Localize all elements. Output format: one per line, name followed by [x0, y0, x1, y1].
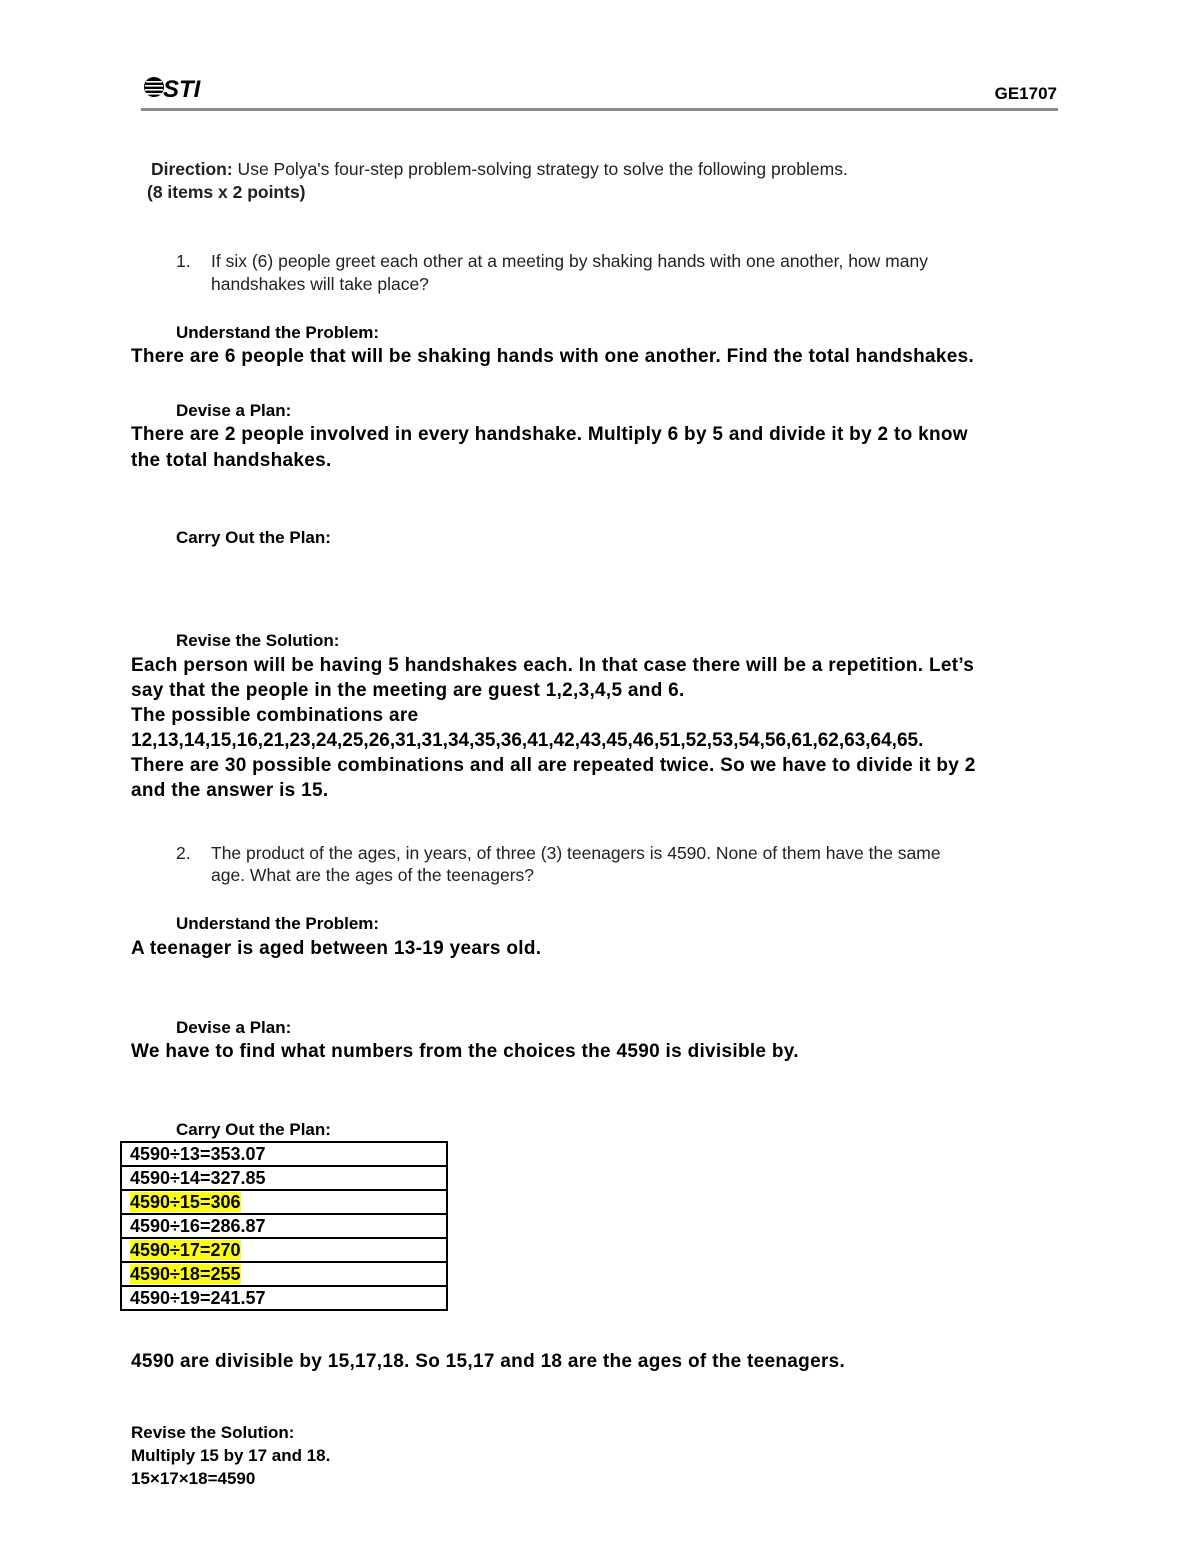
problem1-revise-line: There are 30 possible combinations and all are repeated twice. So we have to divide it by 2: [131, 755, 976, 776]
table-cell: [121, 1238, 447, 1262]
table-row: [121, 1166, 447, 1190]
division-result: 4590÷19=241.57: [130, 1288, 266, 1308]
logo-text: STI: [163, 76, 201, 102]
table-row: [121, 1142, 447, 1166]
table-row: [121, 1286, 447, 1310]
problem1-question-line2: handshakes will take place?: [211, 274, 429, 294]
division-result-highlighted: 4590÷18=255: [130, 1264, 241, 1284]
problem2-revise-label: Revise the Solution:: [131, 1423, 295, 1442]
table-cell: [121, 1190, 447, 1214]
problem2-conclusion: 4590 are divisible by 15,17,18. So 15,17 and 18 are the ages of the teenagers.: [131, 1351, 846, 1372]
problem1-revise-line: say that the people in the meeting are guest 1,2,3,4,5 and 6.: [131, 680, 685, 701]
table-row: [121, 1214, 447, 1238]
division-result-highlighted: 4590÷17=270: [130, 1240, 241, 1260]
problem2-carry-label: Carry Out the Plan:: [176, 1120, 331, 1139]
problem2-revise-line2: 15×17×18=4590: [131, 1469, 256, 1488]
direction-line: [151, 159, 848, 180]
problem2-devise-label: Devise a Plan:: [176, 1018, 292, 1037]
problem1-number: 1.: [176, 251, 191, 271]
table-cell: [121, 1262, 447, 1286]
problem1-understand-label: Understand the Problem:: [176, 323, 380, 342]
table-row: [121, 1262, 447, 1286]
direction-points: (8 items x 2 points): [147, 182, 306, 202]
problem2-revise-line1: Multiply 15 by 17 and 18.: [131, 1446, 331, 1465]
problem1-question-line1: If six (6) people greet each other at a meeting by shaking hands with one another, how many: [211, 251, 928, 271]
direction-label: Direction:: [151, 159, 233, 179]
header-divider: [141, 108, 1058, 111]
division-result-highlighted: 4590÷15=306: [130, 1192, 241, 1212]
problem2-question-line1: The product of the ages, in years, of three (3) teenagers is 4590. None of them have the same: [211, 843, 941, 863]
problem1-revise-line: and the answer is 15.: [131, 780, 329, 801]
sti-logo: [141, 72, 203, 102]
table-cell: [121, 1166, 447, 1190]
problem2-number: 2.: [176, 843, 191, 863]
course-code: GE1707: [994, 84, 1057, 103]
direction-text: Use Polya's four-step problem-solving strategy to solve the following problems.: [232, 159, 848, 179]
division-result: 4590÷13=353.07: [130, 1144, 266, 1164]
table-cell: [121, 1214, 447, 1238]
table-cell: [121, 1142, 447, 1166]
division-table: [120, 1141, 448, 1311]
problem1-revise-line: The possible combinations are: [131, 705, 419, 726]
division-result: 4590÷14=327.85: [130, 1168, 266, 1188]
problem2-understand-label: Understand the Problem:: [176, 914, 380, 933]
problem1-understand-text: There are 6 people that will be shaking hands with one another. Find the total handshakes.: [131, 346, 975, 367]
problem2-understand-text: A teenager is aged between 13-19 years old.: [131, 938, 542, 959]
problem2-devise-text: We have to find what numbers from the choices the 4590 is divisible by.: [131, 1041, 799, 1062]
problem1-revise-line: Each person will be having 5 handshakes each. In that case there will be a repetition. Let’s: [131, 655, 975, 676]
problem2-question-line2: age. What are the ages of the teenagers?: [211, 865, 534, 885]
problem1-devise-label: Devise a Plan:: [176, 401, 292, 420]
table-row: [121, 1190, 447, 1214]
problem1-combinations: 12,13,14,15,16,21,23,24,25,26,31,31,34,35,36,41,42,43,45,46,51,52,53,54,56,61,62,63,64,65.: [131, 730, 924, 751]
problem1-devise-line1: There are 2 people involved in every handshake. Multiply 6 by 5 and divide it by 2 to know: [131, 424, 968, 445]
problem1-carry-label: Carry Out the Plan:: [176, 528, 331, 547]
problem1-devise-line2: the total handshakes.: [131, 450, 332, 471]
table-cell: [121, 1286, 447, 1310]
problem1-revise-label: Revise the Solution:: [176, 631, 340, 650]
division-result: 4590÷16=286.87: [130, 1216, 266, 1236]
table-row: [121, 1238, 447, 1262]
